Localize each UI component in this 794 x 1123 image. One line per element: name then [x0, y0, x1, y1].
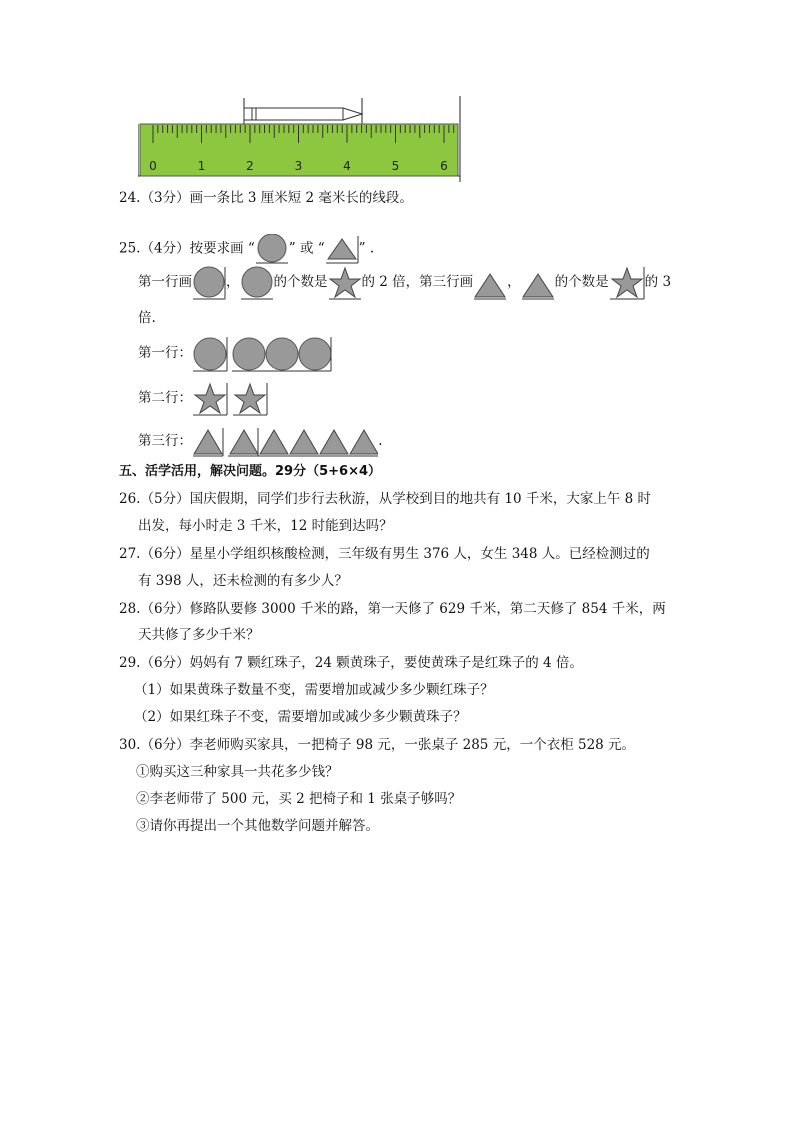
- row-label: 第三行：: [138, 433, 192, 449]
- triangle-icon: [192, 427, 224, 457]
- question-25-line1: [138, 264, 671, 300]
- star-icon: [609, 266, 645, 300]
- question-27-line2: 有 398 人，还未检测的有多少人？: [138, 573, 348, 589]
- text: 的 2 倍，第三行画: [361, 274, 474, 290]
- question-30: [119, 736, 635, 754]
- question-text: 妈妈有 7 颗红珠子，24 颗黄珠子，要使黄珠子是红珠子的 4 倍。: [189, 655, 583, 671]
- question-30-sub3: ③请你再提出一个其他数学问题并解答。: [136, 818, 379, 834]
- section-title: 五、活学活用，解决问题。29分（5+6×4）: [119, 464, 382, 479]
- star-icon: [192, 382, 228, 416]
- ruler-tick-label: 6: [440, 159, 448, 173]
- question-number: 25.: [119, 240, 141, 257]
- question-text: 修路队要修 3000 千米的路，第一天修了 629 千米，第二天修了 854 千米，两: [189, 601, 666, 617]
- circle-icon: [192, 336, 228, 372]
- question-score: （6分）: [140, 737, 190, 753]
- triangle-icon: [325, 234, 359, 264]
- star-icon: [232, 382, 268, 416]
- circle-icon: [255, 234, 289, 264]
- triangle-icon: [473, 266, 507, 300]
- question-30-sub1: ①购买这三种家具一共花多少钱？: [136, 764, 339, 780]
- triangle-icon: [228, 427, 378, 457]
- text: ，: [226, 274, 240, 290]
- question-number: 27.: [119, 546, 141, 562]
- row-label: 第二行：: [138, 390, 192, 406]
- text: 的 3: [644, 274, 672, 290]
- text: 的个数是: [273, 274, 328, 290]
- question-text: 画一条比 3 厘米短 2 毫米长的线段。: [189, 190, 413, 206]
- question-number: 29.: [119, 655, 141, 671]
- question-score: （6分）: [140, 601, 190, 617]
- question-score: （4分）: [140, 240, 190, 257]
- question-text: 星星小学组织核酸检测，三年级有男生 376 人，女生 348 人。已经检测过的: [189, 546, 650, 562]
- row-2: [138, 380, 268, 416]
- question-number: 30.: [119, 737, 141, 753]
- ruler-tick-label: 3: [294, 159, 303, 173]
- question-number: 26.: [119, 491, 141, 507]
- ruler-figure: [138, 94, 464, 184]
- row-label: 第一行：: [138, 345, 192, 361]
- question-28: [119, 600, 666, 618]
- question-text: 国庆假期，同学们步行去秋游，从学校到目的地共有 10 千米，大家上午 8 时: [189, 491, 652, 507]
- question-score: （3分）: [140, 190, 190, 206]
- circle-icon: [232, 336, 332, 372]
- question-24: [119, 189, 413, 207]
- ruler-tick-label: 0: [149, 159, 157, 173]
- ruler-tick-label: 2: [246, 159, 254, 173]
- question-score: （5分）: [140, 491, 190, 507]
- question-25: [119, 234, 374, 264]
- question-28-line2: 天共修了多少千米？: [138, 627, 260, 643]
- text: 的个数是: [554, 274, 609, 290]
- pencil-icon: [244, 98, 362, 126]
- text: 第一行画: [138, 274, 192, 290]
- question-27: [119, 545, 650, 563]
- question-29: [119, 654, 583, 672]
- star-icon: [328, 266, 362, 300]
- text: .: [378, 433, 383, 449]
- row-3: [138, 425, 383, 457]
- circle-icon: [240, 266, 274, 300]
- triangle-icon: [521, 266, 555, 300]
- question-26: [119, 490, 651, 508]
- question-number: 28.: [119, 601, 141, 617]
- row-1: [138, 334, 332, 372]
- ruler-tick-label: 1: [197, 159, 206, 173]
- question-score: （6分）: [140, 546, 190, 562]
- question-text: 李老师购买家具，一把椅子 98 元，一张桌子 285 元，一个衣柜 528 元。: [189, 737, 636, 753]
- ruler-tick-label: 5: [391, 159, 400, 173]
- question-text: 按要求画 “: [189, 240, 255, 257]
- question-26-line2: 出发，每小时走 3 千米，12 时能到达吗？: [138, 518, 393, 534]
- text: ，: [507, 274, 521, 290]
- question-score: （6分）: [140, 655, 190, 671]
- ruler-tick-label: 4: [343, 159, 351, 173]
- question-number: 24.: [119, 190, 141, 206]
- circle-icon: [192, 266, 226, 300]
- question-29-sub1: （1）如果黄珠子数量不变，需要增加或减少多少颗红珠子？: [134, 682, 494, 698]
- question-text: ” 或 “: [288, 240, 325, 257]
- text: 倍.: [138, 310, 156, 326]
- question-30-sub2: ②李老师带了 500 元，买 2 把椅子和 1 张桌子够吗？: [136, 791, 462, 807]
- question-25-line2: [138, 309, 156, 327]
- question-29-sub2: （2）如果红珠子不变，需要增加或减少多少颗黄珠子？: [134, 709, 467, 725]
- question-text: ” .: [358, 240, 375, 257]
